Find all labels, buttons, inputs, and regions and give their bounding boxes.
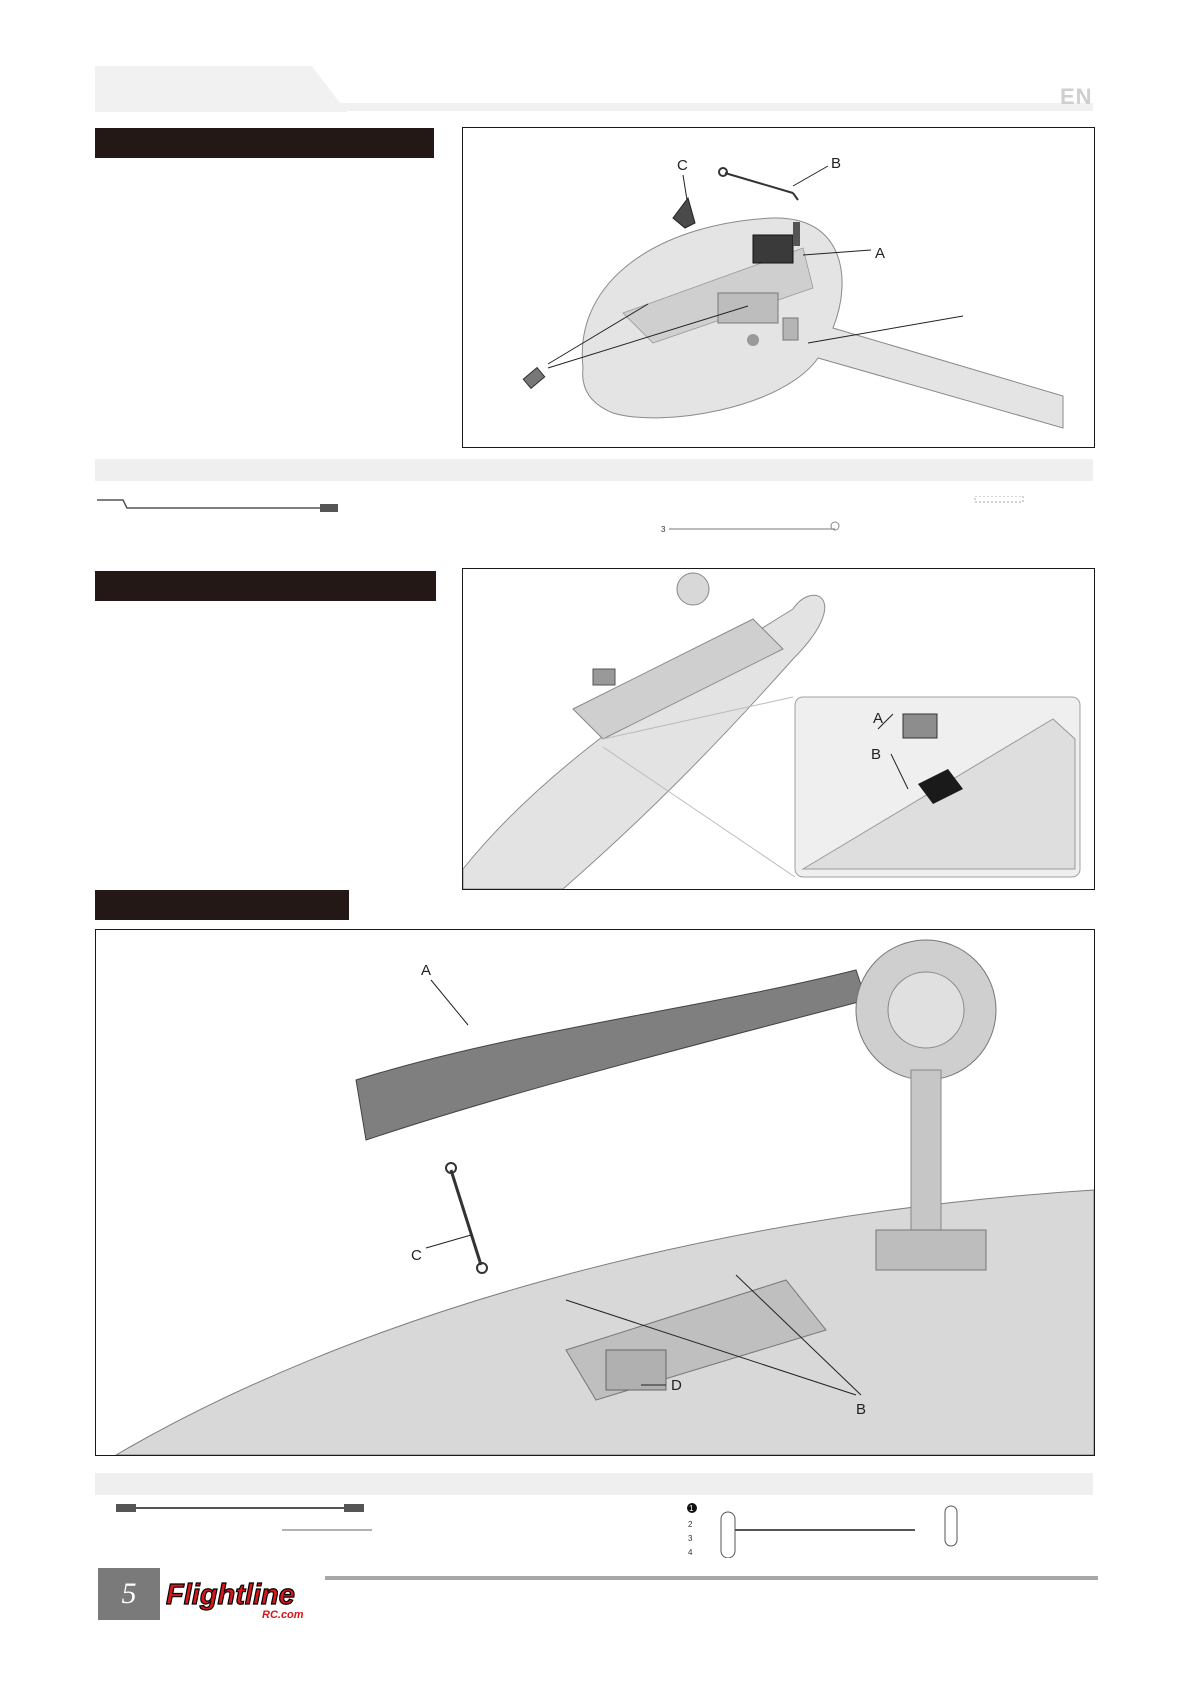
- page-number: 5: [121, 1577, 137, 1610]
- hole-number-4: 4: [688, 1548, 693, 1557]
- hole-number-3: 3: [661, 525, 666, 534]
- figure-1-tail-servo: [462, 127, 1095, 448]
- callout-a: A: [873, 710, 884, 727]
- figure-3-gear-door: [95, 929, 1095, 1456]
- figure-3-drawing: [96, 930, 1094, 1455]
- section-title-bar-2: [95, 571, 436, 601]
- pushrod-diagram-1: [95, 496, 350, 526]
- section-title-bar-1: [95, 128, 434, 158]
- hole-number-1: 1: [689, 1504, 694, 1513]
- linkage-diagram-1: [655, 496, 1030, 536]
- language-label: EN: [1060, 84, 1093, 109]
- logo-subtext: RC.com: [262, 1609, 304, 1621]
- callout-a: A: [875, 245, 886, 262]
- section-title-bar-3: [95, 890, 349, 920]
- figure-2-drawing: [463, 569, 1094, 889]
- flightline-logo: [166, 1574, 326, 1624]
- detail-strip-2: [95, 1473, 1093, 1495]
- callout-b: B: [871, 746, 882, 763]
- detail-strip-1: [95, 459, 1093, 481]
- pushrod-diagram-2: [110, 1500, 380, 1540]
- horn-diagram-2: [685, 1500, 1015, 1558]
- hole-number-3: 3: [688, 1534, 693, 1543]
- callout-c: C: [677, 157, 688, 174]
- header-band: [95, 103, 1093, 111]
- figure-1-drawing: [463, 128, 1094, 447]
- callout-a: A: [421, 962, 432, 979]
- callout-b: B: [856, 1401, 867, 1418]
- hole-number-2: 2: [688, 1520, 693, 1529]
- callout-c: C: [411, 1247, 422, 1264]
- callout-b: B: [831, 155, 842, 172]
- footer-rule: [325, 1576, 1098, 1580]
- figure-2-nose-servo: [462, 568, 1095, 890]
- logo-text: Flightline: [166, 1579, 295, 1611]
- callout-d: D: [671, 1377, 682, 1394]
